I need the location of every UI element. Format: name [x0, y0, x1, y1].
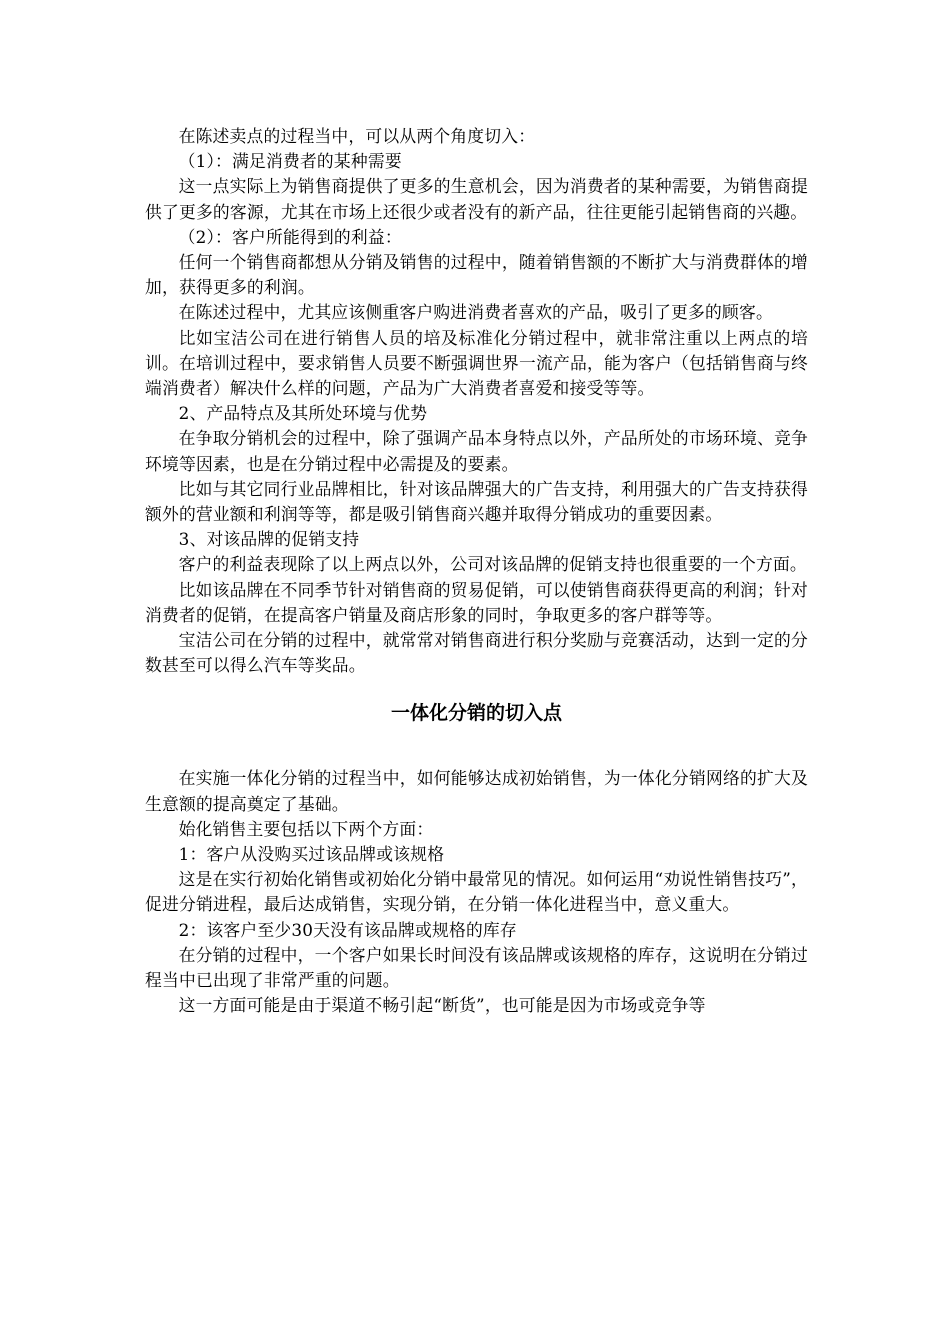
paragraph: 这一点实际上为销售商提供了更多的生意机会，因为消费者的某种需要，为销售商提供了更多的客源，尤其在市场上还很少或者没有的新产品，往往更能引起销售商的兴趣。	[145, 176, 808, 222]
paragraph: 3、对该品牌的促销支持	[178, 529, 360, 550]
document-body	[145, 124, 808, 1019]
paragraph: 客户的利益表现除了以上两点以外，公司对该品牌的促销支持也很重要的一个方面。	[178, 554, 807, 575]
paragraph: 2、产品特点及其所处环境与优势	[178, 403, 428, 424]
section-heading: 一体化分销的切入点	[390, 702, 562, 725]
paragraph: 这一方面可能是由于渠道不畅引起“断货”，也可能是因为市场或竞争等	[178, 995, 706, 1016]
paragraph: 在分销的过程中，一个客户如果长时间没有该品牌或该规格的库存，这说明在分销过程当中已出现了非常严重的问题。	[145, 944, 808, 991]
paragraph: 1：客户从没购买过该品牌或该规格	[178, 844, 445, 865]
paragraph: （1）：满足消费者的某种需要	[178, 151, 402, 172]
paragraph: 比如与其它同行业品牌相比，针对该品牌强大的广告支持，利用强大的广告支持获得额外的营业额和利润等等，都是吸引销售商兴趣并取得分销成功的重要因素。	[145, 478, 808, 525]
paragraph: 比如宝洁公司在进行销售人员的培及标准化分销过程中，就非常注重以上两点的培训。在培训过程中，要求销售人员要不断强调世界一流产品，能为客户（包括销售商与终端消费者）解决什么样的问题，产品为广大消费者喜爱和接受等等。	[145, 327, 808, 399]
paragraph: 在陈述过程中，尤其应该侧重客户购进消费者喜欢的产品，吸引了更多的顾客。	[178, 302, 773, 323]
paragraph: （2）：客户所能得到的利益：	[178, 226, 402, 247]
paragraph: 在争取分销机会的过程中，除了强调产品本身特点以外，产品所处的市场环境、竞争环境等因素，也是在分销过程中必需提及的要素。	[145, 428, 808, 474]
paragraph: 始化销售主要包括以下两个方面：	[178, 818, 434, 839]
paragraph: 这是在实行初始化销售或初始化分销中最常见的情况。如何运用“劝说性销售技巧”，促进分销进程，最后达成销售，实现分销，在分销一体化进程当中，意义重大。	[145, 869, 808, 915]
section-selling-points	[145, 124, 808, 678]
paragraph: 2：该客户至少30天没有该品牌或规格的库存	[178, 919, 517, 940]
paragraph: 在实施一体化分销的过程当中，如何能够达成初始销售，为一体化分销网络的扩大及生意额的提高奠定了基础。	[145, 768, 808, 814]
paragraph: 在陈述卖点的过程当中，可以从两个角度切入：	[178, 126, 536, 146]
paragraph: 宝洁公司在分销的过程中，就常常对销售商进行积分奖励与竞赛活动，达到一定的分数甚至可以得么汽车等奖品。	[145, 630, 808, 676]
paragraph: 比如该品牌在不同季节针对销售商的贸易促销，可以使销售商获得更高的利润；针对消费者的促销，在提高客户销量及商店形象的同时，争取更多的客户群等等。	[145, 579, 808, 625]
section-entry-points	[145, 766, 808, 1018]
paragraph: 任何一个销售商都想从分销及销售的过程中，随着销售额的不断扩大与消费群体的增加，获得更多的利润。	[145, 252, 808, 298]
